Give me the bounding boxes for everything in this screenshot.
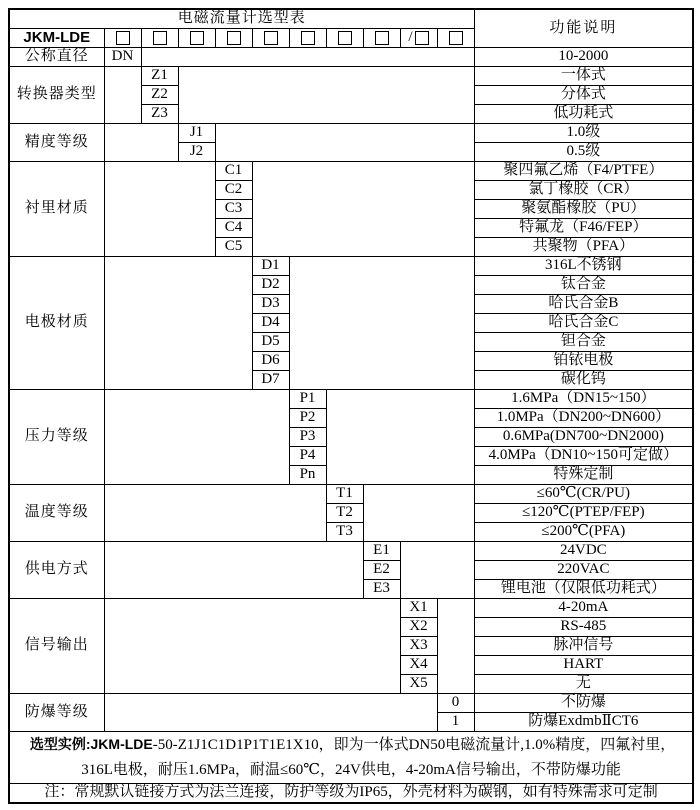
code-cell: P1 (289, 390, 326, 409)
filler-cell (104, 67, 141, 124)
code-cell: T3 (326, 523, 363, 542)
description-cell: 4-20mA (474, 599, 693, 618)
code-cell: C4 (215, 219, 252, 238)
table-row (9, 257, 693, 276)
code-cell: X2 (400, 618, 437, 637)
description-cell: 分体式 (474, 86, 693, 105)
table-row (9, 694, 693, 713)
code-checkbox-cell-3 (178, 29, 215, 48)
filler-cell (141, 48, 474, 67)
description-cell: 一体式 (474, 67, 693, 86)
code-cell: T2 (326, 504, 363, 523)
description-cell: 锂电池（仅限低功耗式） (474, 580, 693, 599)
description-cell: ≤120℃(PTEP/FEP) (474, 504, 693, 523)
description-cell: 防爆ExdmbⅡCT6 (474, 713, 693, 732)
category-label: 信号输出 (9, 599, 104, 694)
checkbox-icon[interactable] (338, 31, 352, 45)
selection-table (8, 8, 694, 804)
filler-cell (104, 485, 326, 542)
filler-cell (104, 162, 215, 257)
code-cell: T1 (326, 485, 363, 504)
filler-cell (178, 67, 474, 124)
description-cell: 不防爆 (474, 694, 693, 713)
description-cell: 0.5级 (474, 143, 693, 162)
code-cell: X5 (400, 675, 437, 694)
description-cell: 220VAC (474, 561, 693, 580)
table-footer-rows (9, 732, 693, 804)
description-cell: 24VDC (474, 542, 693, 561)
table-row (9, 67, 693, 86)
description-cell: 铂铱电极 (474, 352, 693, 371)
example-line2: 316L电极，耐压1.6MPa，耐温≤60℃，24V供电，4-20mA信号输出，不带防爆功能 (81, 762, 621, 778)
model-prefix: JKM-LDE (9, 29, 104, 48)
code-checkbox-cell-1 (104, 29, 141, 48)
description-cell: 聚四氟乙烯（F4/PTFE） (474, 162, 693, 181)
code-cell: P3 (289, 428, 326, 447)
category-label: 温度等级 (9, 485, 104, 542)
code-cell: C3 (215, 200, 252, 219)
description-cell: 钛合金 (474, 276, 693, 295)
description-cell: ≤200℃(PFA) (474, 523, 693, 542)
description-cell: 特氟龙（F46/FEP） (474, 219, 693, 238)
description-cell: 碳化钨 (474, 371, 693, 390)
category-label: 转换器类型 (9, 67, 104, 124)
table-row (9, 599, 693, 618)
description-cell: 哈氏合金C (474, 314, 693, 333)
description-cell: 1.0MPa（DN200~DN600） (474, 409, 693, 428)
code-cell: D4 (252, 314, 289, 333)
code-cell: C1 (215, 162, 252, 181)
description-cell: 无 (474, 675, 693, 694)
description-cell: 10-2000 (474, 48, 693, 67)
slash-mark: / (408, 28, 413, 45)
code-cell: P2 (289, 409, 326, 428)
description-cell: 特殊定制 (474, 466, 693, 485)
code-checkbox-cell-10 (437, 29, 474, 48)
filler-cell (104, 599, 400, 694)
filler-cell (104, 542, 363, 599)
description-cell: 4.0MPa（DN10~150可定做） (474, 447, 693, 466)
code-cell: C2 (215, 181, 252, 200)
checkbox-icon[interactable] (375, 31, 389, 45)
code-cell: C5 (215, 238, 252, 257)
code-cell: 0 (437, 694, 474, 713)
code-cell: Z3 (141, 105, 178, 124)
table-header-rows (9, 9, 693, 48)
description-cell: 316L不锈钢 (474, 257, 693, 276)
code-checkbox-cell-5 (252, 29, 289, 48)
code-cell: D2 (252, 276, 289, 295)
code-checkbox-cell-9 (400, 29, 437, 48)
code-checkbox-cell-6 (289, 29, 326, 48)
description-cell: RS-485 (474, 618, 693, 637)
code-cell: D1 (252, 257, 289, 276)
checkbox-icon[interactable] (190, 31, 204, 45)
category-label: 衬里材质 (9, 162, 104, 257)
code-cell: D3 (252, 295, 289, 314)
code-checkbox-cell-7 (326, 29, 363, 48)
filler-cell (363, 485, 474, 542)
code-cell: Pn (289, 466, 326, 485)
code-cell: X4 (400, 656, 437, 675)
category-label: 压力等级 (9, 390, 104, 485)
description-cell: 低功耗式 (474, 105, 693, 124)
code-cell: J1 (178, 124, 215, 143)
title-row (9, 9, 693, 29)
checkbox-icon[interactable] (153, 31, 167, 45)
code-cell: Z1 (141, 67, 178, 86)
checkbox-icon[interactable] (264, 31, 278, 45)
filler-cell (104, 694, 437, 732)
description-cell: 脉冲信号 (474, 637, 693, 656)
category-label: 供电方式 (9, 542, 104, 599)
checkbox-icon[interactable] (301, 31, 315, 45)
description-cell: 聚氨酯橡胶（PU） (474, 200, 693, 219)
description-cell: 1.6MPa（DN15~150） (474, 390, 693, 409)
filler-cell (289, 257, 474, 390)
checkbox-icon[interactable] (449, 31, 463, 45)
code-cell: J2 (178, 143, 215, 162)
description-cell: 0.6MPa(DN700~DN2000) (474, 428, 693, 447)
filler-cell (104, 124, 178, 162)
category-label: 公称直径 (9, 48, 104, 67)
filler-cell (104, 390, 289, 485)
description-cell: 哈氏合金B (474, 295, 693, 314)
description-cell: 1.0级 (474, 124, 693, 143)
code-cell: E3 (363, 580, 400, 599)
code-cell: 1 (437, 713, 474, 732)
code-checkbox-cell-8 (363, 29, 400, 48)
example-cell (9, 732, 693, 784)
description-cell: ≤60℃(CR/PU) (474, 485, 693, 504)
code-checkbox-cell-2 (141, 29, 178, 48)
code-cell: X3 (400, 637, 437, 656)
code-cell: DN (104, 48, 141, 67)
table-row (9, 124, 693, 143)
example-prefix: 选型实例: (29, 736, 91, 752)
category-label: 精度等级 (9, 124, 104, 162)
filler-cell (104, 257, 252, 390)
example-model: JKM-LDE (90, 736, 153, 752)
note-row (9, 784, 693, 804)
code-cell: D7 (252, 371, 289, 390)
code-cell: Z2 (141, 86, 178, 105)
table-row (9, 485, 693, 504)
filler-cell (326, 390, 474, 485)
checkbox-icon[interactable] (227, 31, 241, 45)
filler-cell (252, 162, 474, 257)
code-cell: X1 (400, 599, 437, 618)
code-cell: E2 (363, 561, 400, 580)
description-cell: 共聚物（PFA） (474, 238, 693, 257)
code-cell: E1 (363, 542, 400, 561)
category-label: 防爆等级 (9, 694, 104, 732)
description-cell: HART (474, 656, 693, 675)
description-cell: 氯丁橡胶（CR） (474, 181, 693, 200)
filler-cell (215, 124, 474, 162)
table-row (9, 48, 693, 67)
filler-cell (437, 599, 474, 694)
table-body-rows (9, 48, 693, 732)
filler-cell (400, 542, 474, 599)
table-row (9, 162, 693, 181)
example-line1 (10, 732, 692, 758)
table-row (9, 542, 693, 561)
table-row (9, 390, 693, 409)
code-cell: D6 (252, 352, 289, 371)
checkbox-icon[interactable] (116, 31, 130, 45)
code-cell: P4 (289, 447, 326, 466)
example-row (9, 732, 693, 784)
code-cell: D5 (252, 333, 289, 352)
description-cell: 钽合金 (474, 333, 693, 352)
page-title: 电磁流量计选型表 (9, 9, 474, 29)
category-label: 电极材质 (9, 257, 104, 390)
function-column-header: 功能说明 (474, 9, 693, 48)
code-checkbox-cell-4 (215, 29, 252, 48)
note-cell: 注：常规默认链接方式为法兰连接，防护等级为IP65，外壳材料为碳钢，如有特殊需求可定制 (9, 784, 693, 804)
example-code-text: -50-Z1J1C1D1P1T1E1X10，即为一体式DN50电磁流量计,1.0%精度，四氟衬里， (152, 737, 676, 753)
checkbox-icon[interactable] (415, 31, 429, 45)
